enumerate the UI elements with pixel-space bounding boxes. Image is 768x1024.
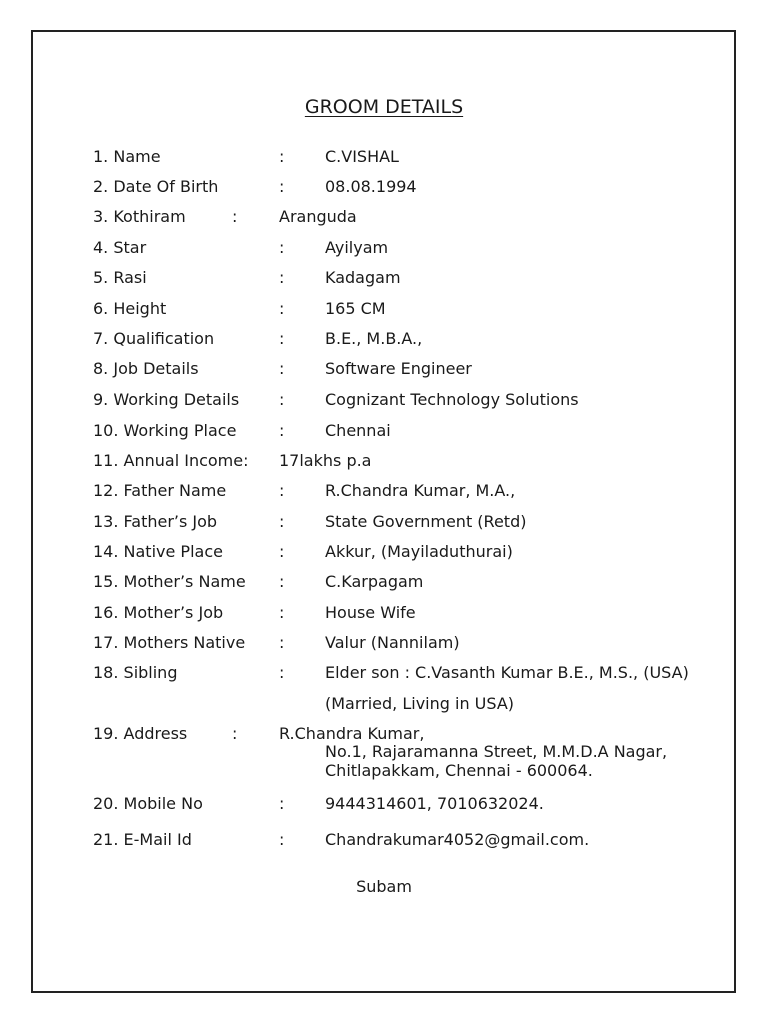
row-value: 17lakhs p.a	[279, 451, 372, 470]
row-value: Elder son : C.Vasanth Kumar B.E., M.S., (USA)	[325, 663, 689, 682]
detail-row-mobile	[0, 793, 768, 815]
detail-row-sibling-continued	[0, 693, 768, 715]
detail-row-name	[0, 146, 768, 168]
detail-row-dob	[0, 176, 768, 198]
row-value: Akkur, (Mayiladuthurai)	[325, 542, 513, 561]
row-separator: :	[279, 238, 285, 257]
row-label: 16. Mother’s Job	[93, 603, 224, 622]
row-label: 13. Father’s Job	[93, 512, 218, 531]
row-label: 19. Address	[93, 724, 188, 743]
footer-blessing: Subam	[356, 877, 412, 896]
detail-row-sibling	[0, 662, 768, 684]
detail-row-working-details	[0, 389, 768, 411]
detail-row-email	[0, 829, 768, 851]
detail-row-kothiram	[0, 206, 768, 228]
row-value: Chennai	[325, 421, 391, 440]
row-value: 08.08.1994	[325, 177, 417, 196]
detail-row-mother-job	[0, 602, 768, 624]
row-label: 1. Name	[93, 147, 161, 166]
row-separator: :	[279, 421, 285, 440]
row-value: Chandrakumar4052@gmail.com.	[325, 830, 590, 849]
row-label: 5. Rasi	[93, 268, 147, 287]
row-label: 12. Father Name	[93, 481, 227, 500]
row-value: C.Karpagam	[325, 572, 424, 591]
detail-row-mothers-native	[0, 632, 768, 654]
detail-row-job-details	[0, 358, 768, 380]
row-label: 14. Native Place	[93, 542, 223, 561]
row-value: Valur (Nannilam)	[325, 633, 460, 652]
row-label: 7. Qualification	[93, 329, 215, 348]
row-separator: :	[232, 207, 238, 226]
detail-row-father-job	[0, 511, 768, 533]
row-value-line-3: Chitlapakkam, Chennai - 600064.	[325, 761, 593, 780]
row-label: 10. Working Place	[93, 421, 237, 440]
detail-row-father-name	[0, 480, 768, 502]
row-separator: :	[279, 572, 285, 591]
row-label: 8. Job Details	[93, 359, 199, 378]
row-label: 11. Annual Income:	[93, 451, 249, 470]
detail-row-qualification	[0, 328, 768, 350]
row-separator: :	[279, 794, 285, 813]
row-label: 21. E-Mail Id	[93, 830, 192, 849]
document-title: GROOM DETAILS	[304, 96, 464, 118]
row-value: R.Chandra Kumar, M.A.,	[325, 481, 516, 500]
row-value: 9444314601, 7010632024.	[325, 794, 544, 813]
row-value: R.Chandra Kumar,	[279, 724, 425, 743]
row-separator: :	[279, 359, 285, 378]
row-label: 18. Sibling	[93, 663, 178, 682]
row-value: C.VISHAL	[325, 147, 399, 166]
row-separator: :	[279, 481, 285, 500]
row-value: Cognizant Technology Solutions	[325, 390, 579, 409]
detail-row-native-place	[0, 541, 768, 563]
row-label: 9. Working Details	[93, 390, 240, 409]
row-separator: :	[279, 603, 285, 622]
row-separator: :	[279, 299, 285, 318]
row-separator: :	[279, 542, 285, 561]
detail-row-rasi	[0, 267, 768, 289]
detail-row-height	[0, 298, 768, 320]
row-value-line-2: No.1, Rajaramanna Street, M.M.D.A Nagar,	[325, 742, 668, 761]
row-value-line-2: (Married, Living in USA)	[325, 694, 515, 713]
row-value: State Government (Retd)	[325, 512, 527, 531]
row-label: 20. Mobile No	[93, 794, 203, 813]
row-label: 15. Mother’s Name	[93, 572, 246, 591]
row-separator: :	[279, 329, 285, 348]
row-label: 6. Height	[93, 299, 167, 318]
row-separator: :	[279, 633, 285, 652]
row-separator: :	[279, 268, 285, 287]
row-label: 2. Date Of Birth	[93, 177, 219, 196]
row-label: 17. Mothers Native	[93, 633, 246, 652]
row-separator: :	[279, 663, 285, 682]
row-value: Aranguda	[279, 207, 357, 226]
row-separator: :	[279, 177, 285, 196]
detail-row-mother-name	[0, 571, 768, 593]
row-value: Kadagam	[325, 268, 401, 287]
row-separator: :	[279, 512, 285, 531]
row-value: B.E., M.B.A.,	[325, 329, 423, 348]
row-value: 165 CM	[325, 299, 386, 318]
row-label: 3. Kothiram	[93, 207, 186, 226]
detail-row-address-line-3	[0, 760, 768, 782]
row-value: Ayilyam	[325, 238, 389, 257]
row-separator: :	[279, 830, 285, 849]
row-separator: :	[279, 390, 285, 409]
row-label: 4. Star	[93, 238, 147, 257]
detail-row-annual-income	[0, 450, 768, 472]
row-separator: :	[279, 147, 285, 166]
detail-row-star	[0, 237, 768, 259]
detail-row-working-place	[0, 420, 768, 442]
row-value: House Wife	[325, 603, 416, 622]
row-separator: :	[232, 724, 238, 743]
row-value: Software Engineer	[325, 359, 472, 378]
